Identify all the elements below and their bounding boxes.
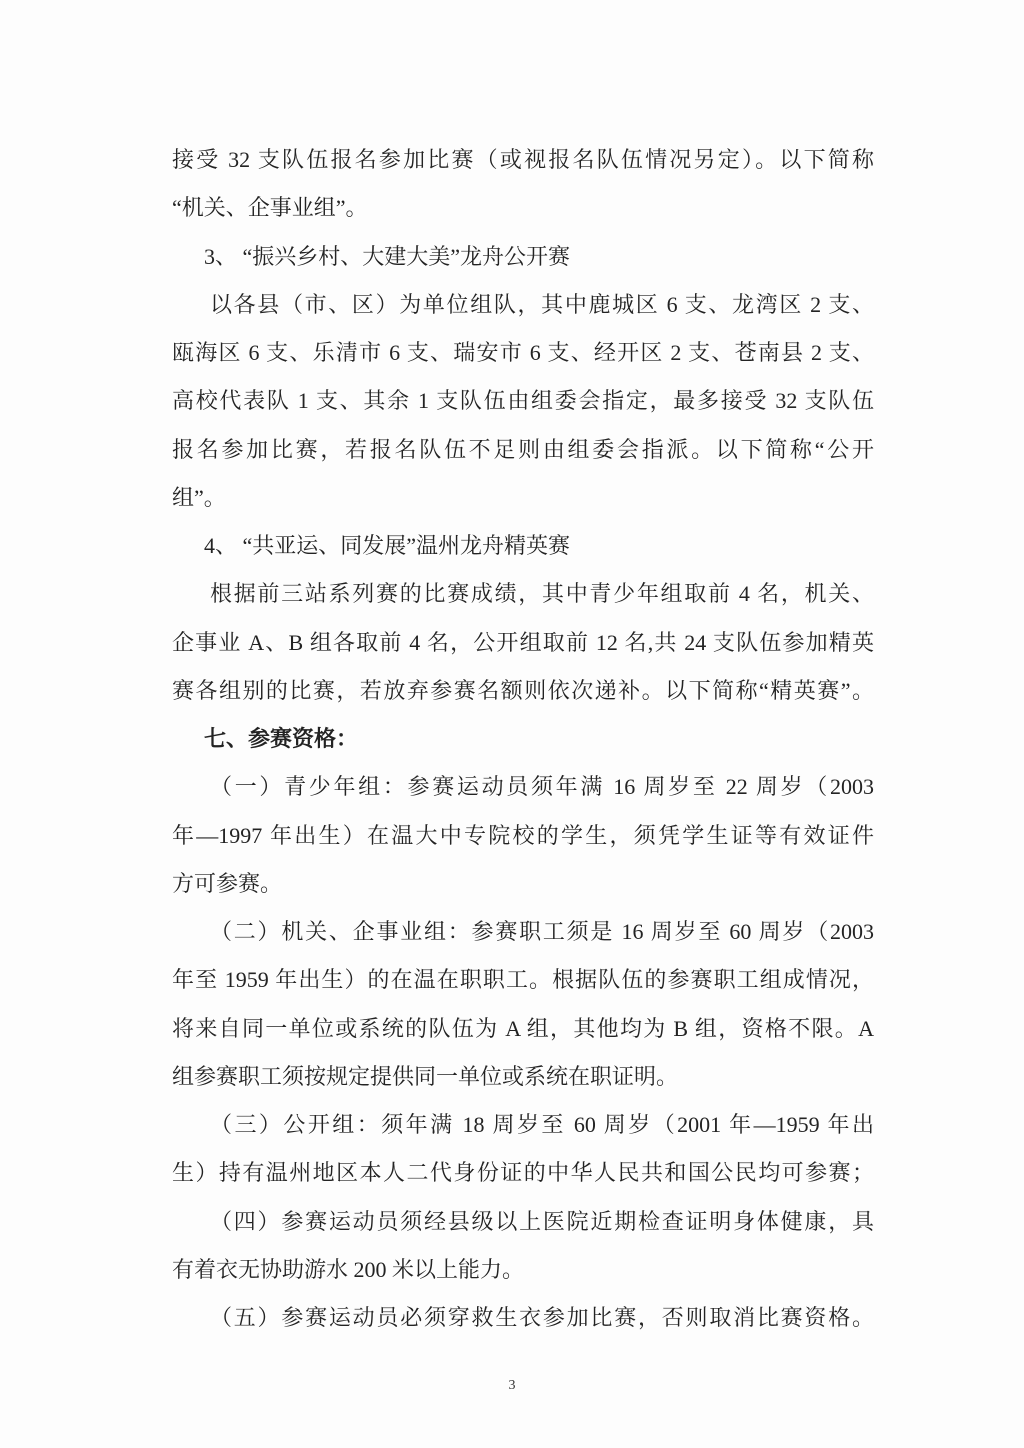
text-line: 接受 32 支队伍报名参加比赛（或视报名队伍情况另定）。以下简称 — [172, 147, 874, 172]
text-line: 生）持有温州地区本人二代身份证的中华人民共和国公民均可参赛； — [172, 1160, 874, 1186]
text-line: 瓯海区 6 支、乐清市 6 支、瑞安市 6 支、经开区 2 支、苍南县 2 支、 — [172, 340, 874, 365]
text-line: 将来自同一单位或系统的队伍为 A 组，其他均为 B 组，资格不限。A — [172, 1015, 874, 1041]
text-line: （一）青少年组：参赛运动员须年满 16 周岁至 22 周岁（2003 — [210, 774, 874, 800]
text-line: 年至 1959 年出生）的在温在职职工。根据队伍的参赛职工组成情况， — [172, 967, 874, 993]
text-line: （四）参赛运动员须经县级以上医院近期检查证明身体健康，具 — [210, 1208, 874, 1234]
text-line: 赛各组别的比赛，若放弃参赛名额则依次递补。以下简称“精英赛”。 — [172, 677, 874, 703]
section-heading-text: 七、参赛资格： — [204, 726, 359, 751]
paragraph — [172, 1101, 874, 1198]
paragraph — [172, 763, 874, 908]
text-line: 年—1997 年出生）在温大中专院校的学生，须凭学生证等有效证件 — [172, 822, 874, 848]
text-line: 有着衣无协助游水 200 米以上能力。 — [172, 1256, 525, 1282]
text-line: 4、 “共亚运、同发展”温州龙舟精英赛 — [204, 533, 571, 558]
text-line: （三）公开组：须年满 18 周岁至 60 周岁（2001 年—1959 年出 — [210, 1112, 874, 1137]
text-line: （二）机关、企事业组：参赛职工须是 16 周岁至 60 周岁（2003 — [210, 919, 874, 944]
text-line: 以各县（市、区）为单位组队，其中鹿城区 6 支、龙湾区 2 支、 — [210, 291, 874, 317]
paragraph — [172, 136, 874, 233]
list-item-heading — [172, 522, 874, 570]
page-number: 3 — [508, 1378, 516, 1393]
body-text — [172, 136, 874, 1342]
text-line: 组参赛职工须按规定提供同一单位或系统在职证明。 — [172, 1063, 679, 1089]
text-line: 根据前三站系列赛的比赛成绩，其中青少年组取前 4 名，机关、 — [210, 581, 874, 607]
text-line: “机关、企事业组”。 — [172, 195, 368, 221]
paragraph — [172, 1294, 874, 1342]
text-line: 3、 “振兴乡村、大建大美”龙舟公开赛 — [204, 243, 571, 269]
text-line: 方可参赛。 — [172, 870, 283, 896]
text-line: 组”。 — [172, 484, 226, 510]
paragraph — [172, 1198, 874, 1295]
text-line: 报名参加比赛，若报名队伍不足则由组委会指派。以下简称“公开 — [172, 436, 874, 462]
paragraph — [172, 908, 874, 1101]
section-heading — [172, 715, 874, 763]
paragraph — [172, 281, 874, 522]
list-item-heading — [172, 233, 874, 281]
text-line: 高校代表队 1 支、其余 1 支队伍由组委会指定，最多接受 32 支队伍 — [172, 388, 874, 414]
text-line: （五）参赛运动员必须穿救生衣参加比赛，否则取消比赛资格。 — [210, 1305, 874, 1330]
text-line: 企事业 A、B 组各取前 4 名，公开组取前 12 名,共 24 支队伍参加精英 — [172, 629, 874, 655]
paragraph — [172, 570, 874, 715]
